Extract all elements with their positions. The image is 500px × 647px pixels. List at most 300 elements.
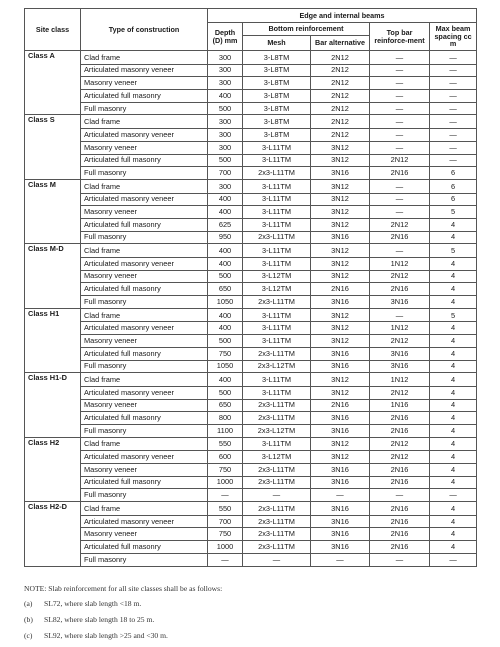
- header-bar-alternative: Bar alternative: [311, 36, 370, 51]
- site-class-group: [25, 244, 477, 308]
- table-row: [25, 347, 477, 360]
- max-spacing-cell: —: [430, 154, 477, 167]
- table-row: [25, 528, 477, 541]
- bar-alternative-cell: 3N16: [311, 528, 370, 541]
- table-row: [25, 296, 477, 309]
- bar-alternative-cell: 3N12: [311, 373, 370, 387]
- header-depth: Depth (D) mm: [208, 23, 243, 51]
- construction-cell: Articulated masonry veneer: [81, 193, 208, 206]
- top-bar-cell: 2N12: [370, 335, 430, 348]
- top-bar-cell: 1N12: [370, 322, 430, 335]
- mesh-cell: 3-L11TM: [243, 206, 311, 219]
- depth-cell: 1050: [208, 360, 243, 373]
- note-title: NOTE: Slab reinforcement for all site classes shall be as follows:: [24, 584, 223, 593]
- site-class-group: [25, 373, 477, 437]
- construction-cell: Articulated masonry veneer: [81, 386, 208, 399]
- top-bar-cell: —: [370, 308, 430, 322]
- depth-cell: 550: [208, 437, 243, 451]
- top-bar-cell: 2N16: [370, 502, 430, 516]
- depth-cell: 300: [208, 179, 243, 193]
- site-class-label: Class H1: [25, 308, 81, 372]
- construction-cell: Masonry veneer: [81, 141, 208, 154]
- bar-alternative-cell: 2N12: [311, 51, 370, 65]
- construction-cell: Full masonry: [81, 489, 208, 502]
- depth-cell: 500: [208, 270, 243, 283]
- depth-cell: 750: [208, 347, 243, 360]
- table-row: [25, 373, 477, 387]
- construction-cell: Articulated full masonry: [81, 154, 208, 167]
- depth-cell: 600: [208, 451, 243, 464]
- top-bar-cell: 2N16: [370, 424, 430, 437]
- bar-alternative-cell: 2N12: [311, 129, 370, 142]
- table-row: [25, 129, 477, 142]
- mesh-cell: 2x3-L11TM: [243, 167, 311, 180]
- header-site-class: Site class: [25, 9, 81, 51]
- top-bar-cell: 2N12: [370, 218, 430, 231]
- depth-cell: 800: [208, 412, 243, 425]
- site-class-label: Class H1-D: [25, 373, 81, 437]
- depth-cell: 1100: [208, 424, 243, 437]
- construction-cell: Masonry veneer: [81, 77, 208, 90]
- top-bar-cell: 2N12: [370, 154, 430, 167]
- note-item-label: (c): [24, 631, 33, 640]
- max-spacing-cell: 4: [430, 464, 477, 477]
- bar-alternative-cell: 3N12: [311, 193, 370, 206]
- max-spacing-cell: —: [430, 553, 477, 566]
- max-spacing-cell: 4: [430, 528, 477, 541]
- top-bar-cell: 2N12: [370, 451, 430, 464]
- bar-alternative-cell: 3N16: [311, 476, 370, 489]
- header-mesh: Mesh: [243, 36, 311, 51]
- table-row: [25, 464, 477, 477]
- site-class-group: [25, 308, 477, 372]
- construction-cell: Masonry veneer: [81, 399, 208, 412]
- construction-cell: Full masonry: [81, 360, 208, 373]
- table-row: [25, 231, 477, 244]
- depth-cell: 700: [208, 515, 243, 528]
- depth-cell: 400: [208, 90, 243, 103]
- header-top-bar: Top bar reinforce-ment: [370, 23, 430, 51]
- top-bar-cell: 3N16: [370, 296, 430, 309]
- table-row: [25, 335, 477, 348]
- construction-cell: Articulated masonry veneer: [81, 129, 208, 142]
- top-bar-cell: 1N12: [370, 373, 430, 387]
- mesh-cell: 3-L11TM: [243, 218, 311, 231]
- max-spacing-cell: —: [430, 102, 477, 115]
- mesh-cell: 2x3-L11TM: [243, 296, 311, 309]
- bar-alternative-cell: 3N12: [311, 270, 370, 283]
- depth-cell: —: [208, 553, 243, 566]
- depth-cell: 550: [208, 502, 243, 516]
- top-bar-cell: —: [370, 115, 430, 129]
- depth-cell: 300: [208, 64, 243, 77]
- max-spacing-cell: —: [430, 64, 477, 77]
- mesh-cell: 3-L8TM: [243, 77, 311, 90]
- construction-cell: Masonry veneer: [81, 335, 208, 348]
- bar-alternative-cell: 3N12: [311, 308, 370, 322]
- mesh-cell: 3-L8TM: [243, 90, 311, 103]
- mesh-cell: 2x3-L11TM: [243, 399, 311, 412]
- mesh-cell: 3-L8TM: [243, 129, 311, 142]
- depth-cell: —: [208, 489, 243, 502]
- mesh-cell: 2x3-L12TM: [243, 360, 311, 373]
- construction-cell: Masonry veneer: [81, 464, 208, 477]
- construction-cell: Clad frame: [81, 51, 208, 65]
- max-spacing-cell: —: [430, 90, 477, 103]
- top-bar-cell: 2N16: [370, 528, 430, 541]
- bar-alternative-cell: 3N16: [311, 360, 370, 373]
- table-row: [25, 258, 477, 271]
- top-bar-cell: 2N16: [370, 167, 430, 180]
- construction-cell: Articulated full masonry: [81, 90, 208, 103]
- mesh-cell: 3-L11TM: [243, 141, 311, 154]
- table-row: [25, 489, 477, 502]
- max-spacing-cell: 6: [430, 193, 477, 206]
- top-bar-cell: 2N12: [370, 270, 430, 283]
- table-row: [25, 412, 477, 425]
- site-class-label: Class A: [25, 51, 81, 115]
- site-class-label: Class M: [25, 179, 81, 243]
- depth-cell: 300: [208, 77, 243, 90]
- bar-alternative-cell: 3N16: [311, 167, 370, 180]
- construction-cell: Clad frame: [81, 179, 208, 193]
- construction-cell: Clad frame: [81, 373, 208, 387]
- depth-cell: 650: [208, 283, 243, 296]
- table-row: [25, 90, 477, 103]
- bar-alternative-cell: 3N16: [311, 464, 370, 477]
- mesh-cell: 3-L12TM: [243, 451, 311, 464]
- bar-alternative-cell: 3N12: [311, 335, 370, 348]
- bar-alternative-cell: 3N12: [311, 206, 370, 219]
- header-max-spacing: Max beam spacing cc m: [430, 23, 477, 51]
- reinforcement-table-page: [24, 8, 476, 567]
- max-spacing-cell: 4: [430, 218, 477, 231]
- mesh-cell: 3-L11TM: [243, 193, 311, 206]
- max-spacing-cell: 4: [430, 283, 477, 296]
- bar-alternative-cell: 3N12: [311, 258, 370, 271]
- table-row: [25, 115, 477, 129]
- mesh-cell: —: [243, 553, 311, 566]
- construction-cell: Full masonry: [81, 424, 208, 437]
- top-bar-cell: 2N16: [370, 541, 430, 554]
- table-row: [25, 51, 477, 65]
- bar-alternative-cell: 2N12: [311, 115, 370, 129]
- mesh-cell: 3-L11TM: [243, 258, 311, 271]
- depth-cell: 750: [208, 464, 243, 477]
- depth-cell: 400: [208, 373, 243, 387]
- top-bar-cell: —: [370, 51, 430, 65]
- mesh-cell: 3-L12TM: [243, 270, 311, 283]
- note-item: [24, 599, 476, 608]
- top-bar-cell: 2N16: [370, 515, 430, 528]
- depth-cell: 500: [208, 102, 243, 115]
- mesh-cell: 3-L8TM: [243, 51, 311, 65]
- bar-alternative-cell: 3N16: [311, 541, 370, 554]
- mesh-cell: 3-L11TM: [243, 386, 311, 399]
- max-spacing-cell: 4: [430, 258, 477, 271]
- depth-cell: 625: [208, 218, 243, 231]
- max-spacing-cell: 5: [430, 308, 477, 322]
- mesh-cell: 2x3-L11TM: [243, 347, 311, 360]
- construction-cell: Full masonry: [81, 231, 208, 244]
- site-class-label: Class M-D: [25, 244, 81, 308]
- construction-cell: Full masonry: [81, 102, 208, 115]
- table-row: [25, 386, 477, 399]
- top-bar-cell: 3N16: [370, 360, 430, 373]
- depth-cell: 300: [208, 141, 243, 154]
- max-spacing-cell: 4: [430, 360, 477, 373]
- table-row: [25, 102, 477, 115]
- bar-alternative-cell: 2N12: [311, 102, 370, 115]
- bar-alternative-cell: 2N12: [311, 77, 370, 90]
- construction-cell: Articulated masonry veneer: [81, 258, 208, 271]
- max-spacing-cell: 5: [430, 244, 477, 258]
- mesh-cell: 3-L8TM: [243, 115, 311, 129]
- depth-cell: 400: [208, 193, 243, 206]
- site-class-group: [25, 437, 477, 501]
- table-row: [25, 399, 477, 412]
- bar-alternative-cell: 3N16: [311, 515, 370, 528]
- mesh-cell: 2x3-L11TM: [243, 528, 311, 541]
- construction-cell: Articulated masonry veneer: [81, 451, 208, 464]
- top-bar-cell: —: [370, 244, 430, 258]
- note-item: [24, 631, 476, 640]
- table-row: [25, 283, 477, 296]
- depth-cell: 300: [208, 129, 243, 142]
- max-spacing-cell: 4: [430, 541, 477, 554]
- construction-cell: Articulated masonry veneer: [81, 64, 208, 77]
- mesh-cell: 2x3-L11TM: [243, 231, 311, 244]
- table-row: [25, 322, 477, 335]
- table-row: [25, 502, 477, 516]
- construction-cell: Articulated masonry veneer: [81, 322, 208, 335]
- max-spacing-cell: —: [430, 77, 477, 90]
- mesh-cell: 3-L12TM: [243, 283, 311, 296]
- top-bar-cell: —: [370, 193, 430, 206]
- mesh-cell: 3-L11TM: [243, 437, 311, 451]
- note-item-label: (a): [24, 599, 33, 608]
- bar-alternative-cell: 3N12: [311, 322, 370, 335]
- mesh-cell: 3-L11TM: [243, 308, 311, 322]
- mesh-cell: 2x3-L11TM: [243, 515, 311, 528]
- mesh-cell: 2x3-L11TM: [243, 541, 311, 554]
- top-bar-cell: 2N16: [370, 464, 430, 477]
- bar-alternative-cell: 3N16: [311, 296, 370, 309]
- bar-alternative-cell: 2N16: [311, 283, 370, 296]
- construction-cell: Articulated full masonry: [81, 412, 208, 425]
- mesh-cell: 2x3-L11TM: [243, 464, 311, 477]
- header-construction: Type of construction: [81, 9, 208, 51]
- max-spacing-cell: 4: [430, 424, 477, 437]
- top-bar-cell: —: [370, 489, 430, 502]
- depth-cell: 1050: [208, 296, 243, 309]
- table-row: [25, 193, 477, 206]
- max-spacing-cell: 4: [430, 386, 477, 399]
- top-bar-cell: —: [370, 90, 430, 103]
- construction-cell: Full masonry: [81, 553, 208, 566]
- max-spacing-cell: —: [430, 141, 477, 154]
- bar-alternative-cell: 3N12: [311, 437, 370, 451]
- table-row: [25, 308, 477, 322]
- top-bar-cell: 2N16: [370, 412, 430, 425]
- construction-cell: Clad frame: [81, 308, 208, 322]
- mesh-cell: 3-L11TM: [243, 244, 311, 258]
- max-spacing-cell: 4: [430, 451, 477, 464]
- header-bottom-reinforcement: Bottom reinforcement: [243, 23, 370, 36]
- site-class-group: [25, 115, 477, 179]
- table-row: [25, 218, 477, 231]
- mesh-cell: 3-L11TM: [243, 154, 311, 167]
- site-class-group: [25, 51, 477, 115]
- max-spacing-cell: —: [430, 129, 477, 142]
- construction-cell: Articulated masonry veneer: [81, 515, 208, 528]
- max-spacing-cell: 4: [430, 373, 477, 387]
- beam-reinforcement-table: [24, 8, 477, 567]
- construction-cell: Full masonry: [81, 167, 208, 180]
- site-class-group: [25, 502, 477, 566]
- construction-cell: Articulated full masonry: [81, 347, 208, 360]
- depth-cell: 300: [208, 51, 243, 65]
- bar-alternative-cell: 3N16: [311, 231, 370, 244]
- top-bar-cell: 2N12: [370, 386, 430, 399]
- top-bar-cell: —: [370, 129, 430, 142]
- note-item-text: SL92, where slab length >25 and <30 m.: [44, 631, 168, 640]
- bar-alternative-cell: —: [311, 553, 370, 566]
- bar-alternative-cell: 3N16: [311, 502, 370, 516]
- construction-cell: Clad frame: [81, 115, 208, 129]
- table-row: [25, 206, 477, 219]
- mesh-cell: 2x3-L11TM: [243, 476, 311, 489]
- bar-alternative-cell: 3N12: [311, 154, 370, 167]
- note-item: [24, 615, 476, 624]
- top-bar-cell: —: [370, 206, 430, 219]
- top-bar-cell: —: [370, 77, 430, 90]
- depth-cell: 400: [208, 308, 243, 322]
- bar-alternative-cell: 3N12: [311, 179, 370, 193]
- construction-cell: Masonry veneer: [81, 528, 208, 541]
- depth-cell: 400: [208, 244, 243, 258]
- top-bar-cell: —: [370, 179, 430, 193]
- top-bar-cell: 3N16: [370, 347, 430, 360]
- max-spacing-cell: —: [430, 115, 477, 129]
- bar-alternative-cell: 3N12: [311, 386, 370, 399]
- bar-alternative-cell: 2N12: [311, 64, 370, 77]
- construction-cell: Articulated full masonry: [81, 218, 208, 231]
- depth-cell: 400: [208, 322, 243, 335]
- max-spacing-cell: 5: [430, 206, 477, 219]
- table-row: [25, 179, 477, 193]
- site-class-group: [25, 179, 477, 243]
- mesh-cell: 3-L11TM: [243, 373, 311, 387]
- bar-alternative-cell: 3N12: [311, 244, 370, 258]
- note-item-text: SL82, where slab length 18 to 25 m.: [44, 615, 155, 624]
- top-bar-cell: —: [370, 102, 430, 115]
- max-spacing-cell: 4: [430, 322, 477, 335]
- construction-cell: Articulated full masonry: [81, 283, 208, 296]
- table-header: [25, 9, 477, 51]
- note-item-text: SL72, where slab length <18 m.: [44, 599, 142, 608]
- max-spacing-cell: 4: [430, 502, 477, 516]
- table-row: [25, 167, 477, 180]
- top-bar-cell: 2N12: [370, 437, 430, 451]
- bar-alternative-cell: 3N12: [311, 218, 370, 231]
- table-row: [25, 64, 477, 77]
- table-row: [25, 424, 477, 437]
- construction-cell: Masonry veneer: [81, 270, 208, 283]
- construction-cell: Masonry veneer: [81, 206, 208, 219]
- construction-cell: Full masonry: [81, 296, 208, 309]
- max-spacing-cell: —: [430, 489, 477, 502]
- table-row: [25, 270, 477, 283]
- depth-cell: 700: [208, 167, 243, 180]
- depth-cell: 1000: [208, 541, 243, 554]
- mesh-cell: 3-L11TM: [243, 335, 311, 348]
- header-edge-internal-beams: Edge and internal beams: [208, 9, 477, 23]
- mesh-cell: 2x3-L11TM: [243, 412, 311, 425]
- max-spacing-cell: 4: [430, 335, 477, 348]
- max-spacing-cell: 4: [430, 412, 477, 425]
- bar-alternative-cell: 3N16: [311, 412, 370, 425]
- mesh-cell: 2x3-L12TM: [243, 424, 311, 437]
- mesh-cell: 3-L8TM: [243, 102, 311, 115]
- depth-cell: 400: [208, 206, 243, 219]
- table-row: [25, 360, 477, 373]
- top-bar-cell: —: [370, 64, 430, 77]
- bar-alternative-cell: 3N12: [311, 451, 370, 464]
- table-row: [25, 476, 477, 489]
- bar-alternative-cell: —: [311, 489, 370, 502]
- bar-alternative-cell: 3N16: [311, 424, 370, 437]
- top-bar-cell: 2N16: [370, 231, 430, 244]
- max-spacing-cell: 6: [430, 179, 477, 193]
- site-class-label: Class H2: [25, 437, 81, 501]
- table-row: [25, 77, 477, 90]
- depth-cell: 950: [208, 231, 243, 244]
- top-bar-cell: 2N16: [370, 283, 430, 296]
- table-row: [25, 154, 477, 167]
- mesh-cell: 3-L11TM: [243, 322, 311, 335]
- table-row: [25, 437, 477, 451]
- top-bar-cell: 2N16: [370, 476, 430, 489]
- construction-cell: Clad frame: [81, 244, 208, 258]
- max-spacing-cell: 4: [430, 515, 477, 528]
- depth-cell: 750: [208, 528, 243, 541]
- table-row: [25, 451, 477, 464]
- mesh-cell: 2x3-L11TM: [243, 502, 311, 516]
- depth-cell: 500: [208, 154, 243, 167]
- max-spacing-cell: 4: [430, 347, 477, 360]
- bar-alternative-cell: 2N16: [311, 399, 370, 412]
- max-spacing-cell: 6: [430, 167, 477, 180]
- table-row: [25, 541, 477, 554]
- max-spacing-cell: 4: [430, 231, 477, 244]
- mesh-cell: —: [243, 489, 311, 502]
- top-bar-cell: —: [370, 141, 430, 154]
- slab-note: [24, 584, 476, 647]
- table-row: [25, 515, 477, 528]
- mesh-cell: 3-L8TM: [243, 64, 311, 77]
- max-spacing-cell: —: [430, 51, 477, 65]
- depth-cell: 650: [208, 399, 243, 412]
- construction-cell: Clad frame: [81, 502, 208, 516]
- max-spacing-cell: 4: [430, 476, 477, 489]
- bar-alternative-cell: 2N12: [311, 90, 370, 103]
- top-bar-cell: —: [370, 553, 430, 566]
- top-bar-cell: 1N16: [370, 399, 430, 412]
- construction-cell: Clad frame: [81, 437, 208, 451]
- table-row: [25, 244, 477, 258]
- depth-cell: 500: [208, 386, 243, 399]
